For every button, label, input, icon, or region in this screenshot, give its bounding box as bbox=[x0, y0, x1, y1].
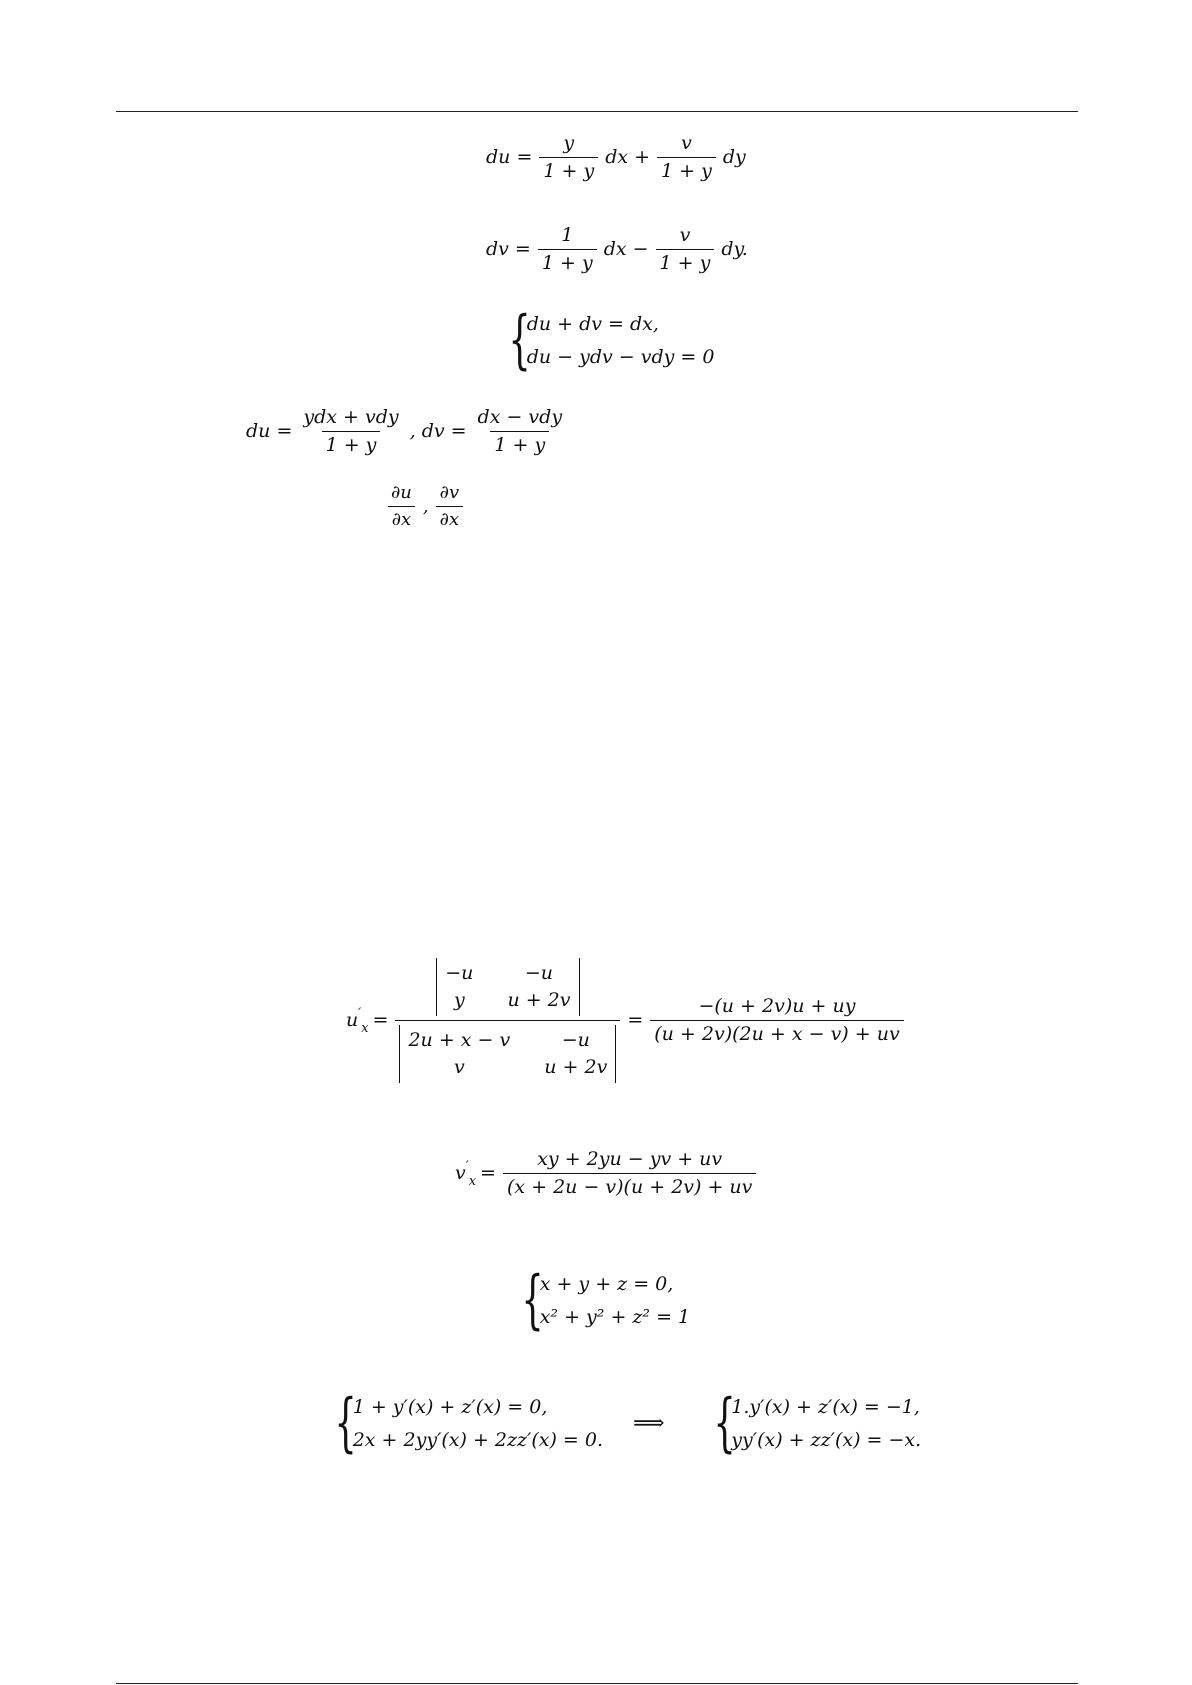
equation-vx bbox=[455, 1150, 759, 1197]
eq2-num1: 1 bbox=[561, 224, 574, 246]
eq5-result-frac bbox=[650, 997, 903, 1044]
det-cell: −u bbox=[445, 962, 474, 984]
eq6-den: (x + 2u − v)(u + 2v) + uv bbox=[503, 1173, 756, 1197]
eq2-frac2 bbox=[656, 226, 715, 273]
eq3-frac2 bbox=[474, 408, 567, 455]
eq3-lhs: du = bbox=[246, 420, 293, 442]
eq5-det-num bbox=[432, 958, 583, 1020]
eq1-tail: dy bbox=[722, 146, 746, 168]
sys3-right1: 1.y′(x) + z′(x) = −1, bbox=[731, 1395, 920, 1418]
eq4-den2: ∂x bbox=[436, 506, 463, 529]
det-cell: 2u + x − v bbox=[408, 1029, 511, 1051]
eq3-den2: 1 + y bbox=[490, 431, 549, 455]
equation-du-dv-solution bbox=[246, 408, 569, 455]
sys2-line2: x² + y² + z² = 1 bbox=[539, 1305, 691, 1328]
eq2-num2: v bbox=[679, 224, 691, 246]
eq2-lhs: dv = bbox=[486, 238, 531, 260]
left-brace: { bbox=[521, 1263, 544, 1337]
eq5-lhs bbox=[346, 1007, 369, 1035]
system-lines bbox=[731, 1395, 922, 1451]
system-differentials bbox=[490, 303, 715, 377]
header-rule bbox=[116, 111, 1078, 112]
sys1-line1: du + dv = dx, bbox=[526, 312, 659, 335]
partial-derivatives bbox=[384, 484, 466, 529]
eq5-det-den bbox=[395, 1020, 620, 1083]
sys3-left2: 2x + 2yy′(x) + 2zz′(x) = 0. bbox=[352, 1428, 604, 1451]
footer-rule bbox=[116, 1683, 1078, 1684]
determinant-denominator bbox=[399, 1025, 616, 1083]
system-lines bbox=[539, 1272, 691, 1328]
eq2-frac1 bbox=[538, 226, 597, 273]
eq5-eq: = bbox=[372, 1009, 389, 1031]
eq5-lhs-base: u bbox=[346, 1008, 359, 1031]
sys3-right2: yy′(x) + zz′(x) = −x. bbox=[731, 1428, 922, 1451]
eq1-frac1 bbox=[539, 134, 598, 181]
eq3-num2: dx − vdy bbox=[477, 406, 563, 428]
eq5-eq2: = bbox=[627, 1009, 644, 1031]
system-implicit-derivatives bbox=[316, 1386, 922, 1460]
eq1-num2: v bbox=[681, 132, 692, 154]
eq4-frac2 bbox=[436, 484, 463, 529]
det-cell: u + 2v bbox=[507, 989, 571, 1011]
eq4-num1: ∂u bbox=[391, 482, 412, 503]
eq1-den2: 1 + y bbox=[657, 157, 716, 181]
system-lines bbox=[526, 312, 715, 368]
eq5-rnum: −(u + 2v)u + uy bbox=[698, 995, 856, 1017]
eq6-lhs-sub: x bbox=[468, 1173, 477, 1189]
determinant-numerator bbox=[436, 958, 579, 1016]
eq5-lhs-prime: ′ bbox=[358, 1005, 362, 1021]
eq3-mid: , dv = bbox=[409, 420, 467, 442]
eq5-lhs-sub: x bbox=[361, 1020, 369, 1036]
eq6-frac bbox=[503, 1150, 756, 1197]
det-cell: v bbox=[453, 1056, 465, 1078]
eq6-lhs-prime: ′ bbox=[465, 1158, 469, 1174]
eq5-det-frac bbox=[395, 958, 620, 1083]
equation-ux-cramer bbox=[346, 958, 907, 1083]
eq1-den1: 1 + y bbox=[539, 157, 598, 181]
left-brace: { bbox=[334, 1386, 357, 1460]
sys3-left1: 1 + y′(x) + z′(x) = 0, bbox=[352, 1395, 548, 1418]
eq1-frac2 bbox=[657, 134, 716, 181]
eq4-sep: , bbox=[422, 495, 429, 517]
eq6-eq: = bbox=[480, 1162, 496, 1184]
eq4-num2: ∂v bbox=[439, 482, 460, 503]
eq3-den1: 1 + y bbox=[322, 431, 381, 455]
eq2-den1: 1 + y bbox=[538, 249, 597, 273]
eq3-frac1 bbox=[299, 408, 402, 455]
det-cell: −u bbox=[561, 1029, 590, 1051]
equation-du bbox=[486, 134, 746, 181]
eq4-den1: ∂x bbox=[388, 506, 415, 529]
det-cell: y bbox=[453, 989, 465, 1011]
eq6-num: xy + 2yu − yv + uv bbox=[537, 1148, 723, 1170]
implies-arrow: ⟹ bbox=[633, 1410, 665, 1436]
eq2-tail: dy. bbox=[721, 238, 748, 260]
eq1-mid: dx + bbox=[605, 146, 651, 168]
equation-dv bbox=[486, 226, 748, 273]
eq1-lhs: du = bbox=[486, 146, 533, 168]
det-cell: −u bbox=[524, 962, 554, 984]
left-brace: { bbox=[508, 303, 531, 377]
eq2-den2: 1 + y bbox=[656, 249, 715, 273]
det-cell: u + 2v bbox=[544, 1056, 608, 1078]
eq2-mid: dx − bbox=[603, 238, 649, 260]
sys2-line1: x + y + z = 0, bbox=[539, 1272, 674, 1295]
eq1-num1: y bbox=[563, 132, 575, 154]
left-brace: { bbox=[712, 1386, 736, 1460]
sys3-left bbox=[316, 1386, 604, 1460]
eq6-lhs bbox=[455, 1160, 476, 1188]
system-lines bbox=[352, 1395, 604, 1451]
sys1-line2: du − ydv − vdy = 0 bbox=[526, 345, 715, 368]
eq3-num1: ydx + vdy bbox=[303, 406, 399, 428]
system-xyz bbox=[503, 1263, 691, 1337]
sys3-right bbox=[695, 1386, 922, 1460]
eq6-lhs-base: v bbox=[455, 1161, 466, 1184]
eq4-frac1 bbox=[387, 484, 416, 529]
eq5-rden: (u + 2v)(2u + x − v) + uv bbox=[650, 1020, 903, 1044]
